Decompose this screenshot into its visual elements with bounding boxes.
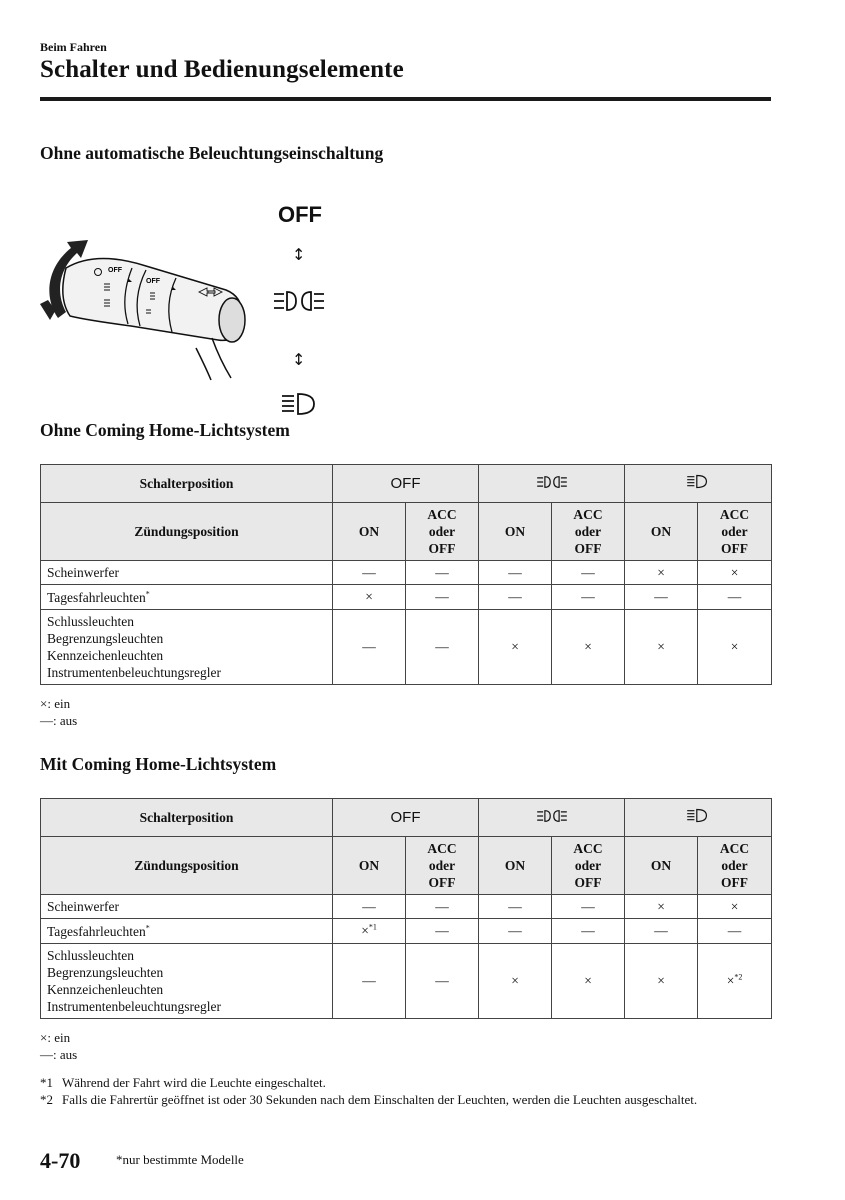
cell: × [625, 610, 698, 685]
row-label-headlights: Scheinwerfer [41, 895, 333, 919]
col-parking-light-header [479, 799, 625, 837]
position-off-label: OFF [278, 202, 322, 227]
cell: — [552, 561, 625, 585]
title-rule [40, 97, 771, 101]
cell: × [333, 585, 406, 610]
col-parking-light-header [479, 465, 625, 503]
footnote-2: *2 Falls die Fahrertür geöffnet ist oder 30 Sekunden nach dem Einschalten der Leuchten, werden die Leuchten ausgeschaltet. [40, 1092, 698, 1107]
row-label-tail-lights: Schlussleuchten Begrenzungsleuchten Kennzeichenleuchten Instrumentenbeleuchtungsregler [41, 610, 333, 685]
table-row [41, 895, 772, 919]
switch-position-header: Schalterposition [41, 799, 333, 837]
cell: — [406, 561, 479, 585]
table-row [41, 585, 772, 610]
cell: — [406, 895, 479, 919]
parking-light-icon [536, 474, 568, 490]
legend-on: ×: ein [40, 1030, 71, 1045]
col-off-header: OFF [333, 799, 479, 837]
table-row [41, 561, 772, 585]
cell: × [552, 610, 625, 685]
table2-heading: Mit Coming Home-Lichtsystem [40, 754, 277, 774]
row-label-headlights: Scheinwerfer [41, 561, 333, 585]
cell: — [406, 944, 479, 1019]
legend-on: ×: ein [40, 696, 71, 711]
cell: — [406, 610, 479, 685]
ign-acc-header: ACC oder OFF [698, 503, 772, 561]
table-row [41, 610, 772, 685]
ign-acc-header: ACC oder OFF [698, 837, 772, 895]
cell: × [698, 895, 772, 919]
cell: — [479, 585, 552, 610]
cell: × [698, 561, 772, 585]
cell: × [625, 561, 698, 585]
ign-acc-header: ACC oder OFF [406, 503, 479, 561]
page-title: Schalter und Bedienungselemente [40, 56, 404, 83]
up-down-arrow-icon-2: ↕ [292, 350, 306, 369]
cell: — [625, 919, 698, 944]
cell: — [333, 895, 406, 919]
footer-note: *nur bestimmte Modelle [116, 1152, 244, 1167]
table1-heading: Ohne Coming Home-Lichtsystem [40, 420, 290, 440]
footnote-1: *1 Während der Fahrt wird die Leuchte eingeschaltet. [40, 1075, 326, 1090]
ign-on-header: ON [625, 837, 698, 895]
row-label-daytime-lights: Tagesfahrleuchten* [41, 919, 333, 944]
table-no-coming-home [40, 464, 772, 685]
parking-light-icon [272, 288, 326, 314]
cell: — [333, 944, 406, 1019]
cell: — [479, 895, 552, 919]
cell: — [406, 919, 479, 944]
legend-off: —: aus [40, 1047, 78, 1062]
footnotes [40, 1074, 780, 1108]
cell: — [333, 561, 406, 585]
headlight-icon [686, 808, 710, 823]
page-number: 4-70 [40, 1148, 81, 1173]
cell: × [552, 944, 625, 1019]
light-switch-lever-illustration [36, 228, 261, 383]
switch-position-header: Schalterposition [41, 465, 333, 503]
ign-on-header: ON [333, 503, 406, 561]
cell: — [479, 919, 552, 944]
row-label-tail-lights: Schlussleuchten Begrenzungsleuchten Kennzeichenleuchten Instrumentenbeleuchtungsregler [41, 944, 333, 1019]
cell: — [406, 585, 479, 610]
cell: — [552, 585, 625, 610]
cell: — [698, 585, 772, 610]
ign-on-header: ON [479, 503, 552, 561]
cell: ×$^{*1}$ [333, 919, 406, 944]
col-headlight-header [625, 465, 772, 503]
cell: × [698, 610, 772, 685]
cell: — [552, 895, 625, 919]
ign-acc-header: ACC oder OFF [552, 503, 625, 561]
cell: × [479, 944, 552, 1019]
cell: — [625, 585, 698, 610]
up-down-arrow-icon: ↕ [292, 245, 306, 264]
inner-ring-off-text: OFF [146, 278, 160, 285]
ign-on-header: ON [479, 837, 552, 895]
table-with-coming-home [40, 798, 772, 1019]
cell: × [479, 610, 552, 685]
ign-on-header: ON [333, 837, 406, 895]
cell: × [625, 895, 698, 919]
chapter-label: Beim Fahren [40, 40, 107, 54]
ignition-position-header: Zündungsposition [41, 503, 333, 561]
table-row [41, 944, 772, 1019]
ign-acc-header: ACC oder OFF [406, 837, 479, 895]
col-off-header: OFF [333, 465, 479, 503]
ring-off-text: OFF [108, 267, 122, 274]
cell: — [479, 561, 552, 585]
section-heading-no-auto-light: Ohne automatische Beleuchtungseinschaltung [40, 143, 384, 163]
cell: — [333, 610, 406, 685]
col-headlight-header [625, 799, 772, 837]
headlight-icon [686, 474, 710, 489]
ignition-position-header: Zündungsposition [41, 837, 333, 895]
cell: ×$^{*2}$ [698, 944, 772, 1019]
cell: × [625, 944, 698, 1019]
ign-acc-header: ACC oder OFF [552, 837, 625, 895]
parking-light-icon [536, 808, 568, 824]
row-label-daytime-lights: Tagesfahrleuchten* [41, 585, 333, 610]
cell: — [552, 919, 625, 944]
table-row [41, 919, 772, 944]
headlight-icon [280, 392, 320, 416]
legend-off: —: aus [40, 713, 78, 728]
ign-on-header: ON [625, 503, 698, 561]
cell: — [698, 919, 772, 944]
